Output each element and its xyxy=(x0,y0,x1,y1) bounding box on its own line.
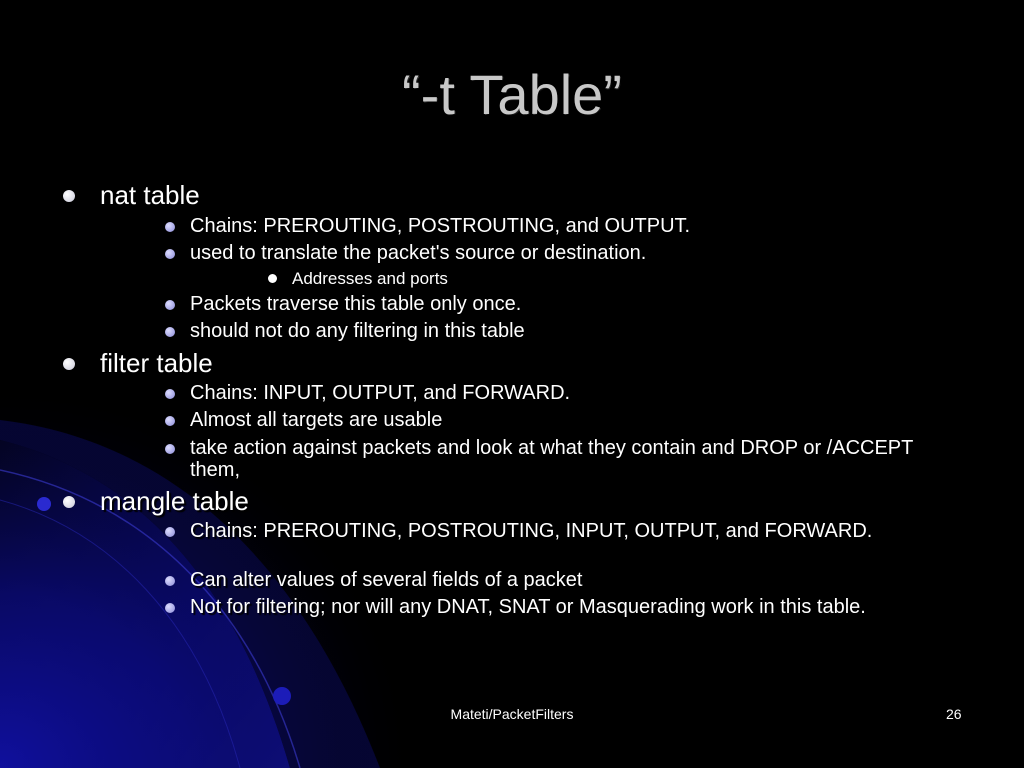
list-item-level1: nat table xyxy=(100,180,200,210)
bullet-dot xyxy=(63,496,75,508)
list-item-level1: mangle table xyxy=(100,486,249,516)
bullet-dot xyxy=(165,249,175,259)
list-item-level2: Chains: INPUT, OUTPUT, and FORWARD. xyxy=(190,382,571,404)
list-item-level3: Addresses and ports xyxy=(292,269,448,288)
bullet-dot xyxy=(165,327,175,337)
bullet-dot xyxy=(165,576,175,586)
list-item-level2: take action against packets and look at what they contain and DROP or /ACCEPT them, xyxy=(190,437,913,481)
bullet-dot xyxy=(165,527,175,537)
list-item-level1: filter table xyxy=(100,348,213,378)
bullet-dot xyxy=(165,603,175,613)
footer-text: Mateti/PacketFilters xyxy=(450,706,574,722)
bullet-dot xyxy=(165,389,175,399)
slide-number: 26 xyxy=(946,706,962,722)
bullet-dot xyxy=(165,444,175,454)
list-item-level2: Chains: PREROUTING, POSTROUTING, INPUT, OUTPUT, and FORWARD. xyxy=(190,520,873,542)
list-item-level2: Can alter values of several fields of a packet xyxy=(190,569,583,591)
bullet-dot xyxy=(165,416,175,426)
bullet-dot xyxy=(165,222,175,232)
list-item-level2: Packets traverse this table only once. xyxy=(190,293,522,315)
bullet-dot xyxy=(165,300,175,310)
list-item-level2: used to translate the packet's source or destination. xyxy=(190,242,647,264)
list-item-level2: Not for filtering; nor will any DNAT, SNAT or Masquerading work in this table. xyxy=(190,596,866,618)
bullet-dot xyxy=(63,358,75,370)
bullet-dot xyxy=(63,190,75,202)
list-item-level2: should not do any filtering in this table xyxy=(190,320,525,342)
slide-title: “-t Table” xyxy=(402,63,622,126)
bullet-dot xyxy=(268,274,277,283)
list-item-level2: Almost all targets are usable xyxy=(190,409,443,431)
list-item-level2: Chains: PREROUTING, POSTROUTING, and OUTPUT. xyxy=(190,215,691,237)
